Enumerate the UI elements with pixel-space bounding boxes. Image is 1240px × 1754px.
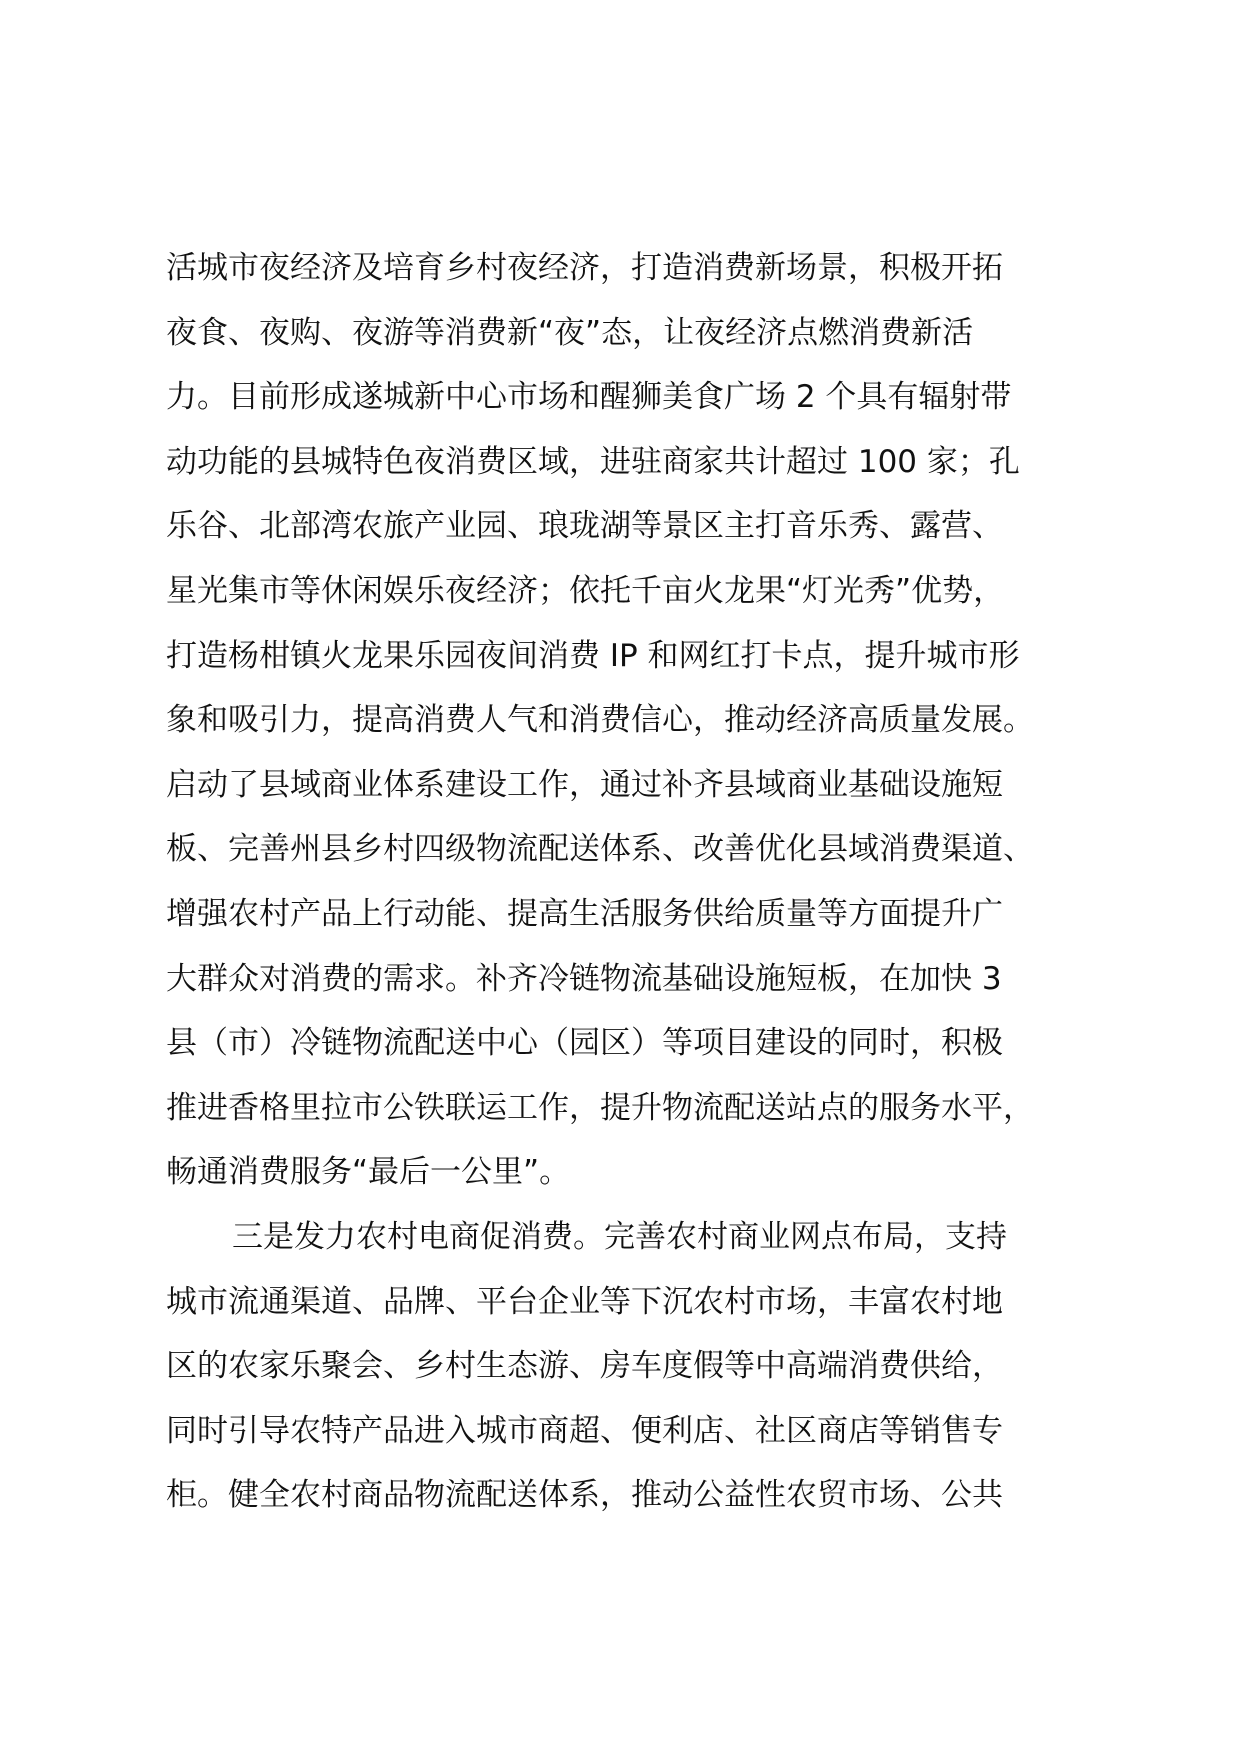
text-line: 启动了县域商业体系建设工作，通过补齐县域商业基础设施短 [166, 766, 1003, 803]
text-line: 大群众对消费的需求。补齐冷链物流基础设施短板，在加快 3 [166, 960, 1002, 997]
text-line: 乐谷、北部湾农旅产业园、琅珑湖等景区主打音乐秀、露营、 [166, 508, 1003, 545]
text-line: 夜食、夜购、夜游等消费新“夜”态，让夜经济点燃消费新活 [166, 314, 974, 351]
text-line: 同时引导农特产品进入城市商超、便利店、社区商店等销售专 [166, 1412, 1003, 1449]
text-line: 区的农家乐聚会、乡村生态游、房车度假等中高端消费供给， [166, 1348, 1003, 1385]
text-line: 增强农村产品上行动能、提高生活服务供给质量等方面提升广 [166, 895, 1003, 932]
text-line: 板、完善州县乡村四级物流配送体系、改善优化县域消费渠道、 [166, 831, 1034, 868]
text-line: 城市流通渠道、品牌、平台企业等下沉农村市场，丰富农村地 [166, 1283, 1003, 1320]
text-line: 打造杨柑镇火龙果乐园夜间消费 IP 和网红打卡点，提升城市形 [166, 637, 1020, 674]
paragraph-start-line: 三是发力农村电商促消费。完善农村商业网点布局，支持 [232, 1218, 1007, 1255]
text-line: 动功能的县城特色夜消费区域，进驻商家共计超过 100 家；孔 [166, 443, 1020, 480]
text-line: 活城市夜经济及培育乡村夜经济，打造消费新场景，积极开拓 [166, 250, 1003, 286]
text-line: 推进香格里拉市公铁联运工作，提升物流配送站点的服务水平， [166, 1089, 1034, 1126]
text-line: 畅通消费服务“最后一公里”。 [166, 1154, 571, 1191]
text-line: 柜。健全农村商品物流配送体系，推动公益性农贸市场、公共 [166, 1477, 1003, 1514]
text-line: 星光集市等休闲娱乐夜经济；依托千亩火龙果“灯光秀”优势， [166, 572, 1005, 609]
text-line: 象和吸引力，提高消费人气和消费信心，推动经济高质量发展。 [166, 702, 1034, 739]
text-line: 力。目前形成遂城新中心市场和醒狮美食广场 2 个具有辐射带 [166, 379, 1012, 416]
body-text [166, 236, 1126, 1528]
text-line: 县（市）冷链物流配送中心（园区）等项目建设的同时，积极 [166, 1025, 1003, 1062]
